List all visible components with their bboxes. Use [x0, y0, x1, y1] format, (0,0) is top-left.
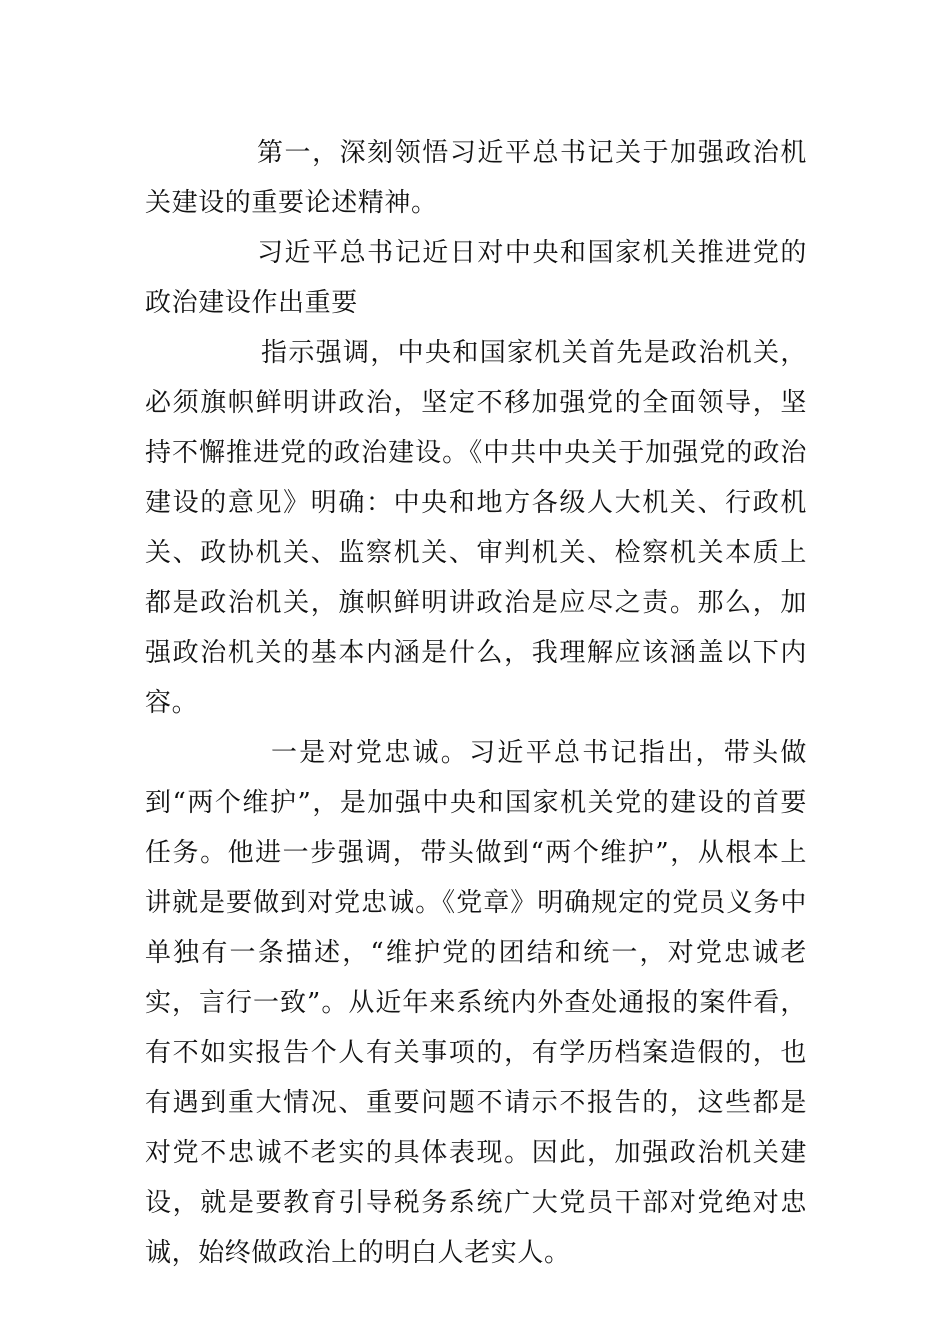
document-body [145, 128, 807, 1278]
paragraph-instructions: 指示强调，中央和国家机关首先是政治机关，必须旗帜鲜明讲政治，坚定不移加强党的全面领导，坚持不懈推进党的政治建设。《中共中央关于加强党的政治建设的意见》明确：中央和地方各级人大机关、行政机关、政协机关、监察机关、审判机关、检察机关本质上都是政治机关，旗帜鲜明讲政治是应尽之责。那么，加强政治机关的基本内涵是什么，我理解应该涵盖以下内容。 [145, 338, 807, 718]
paragraph-loyalty: 一是对党忠诚。习近平总书记指出，带头做到“两个维护”，是加强中央和国家机关党的建设的首要任务。他进一步强调，带头做到“两个维护”，从根本上讲就是要做到对党忠诚。《党章》明确规定的党员义务中单独有一条描述，“维护党的团结和统一，对党忠诚老实，言行一致”。从近年来系统内外查处通报的案件看，有不如实报告个人有关事项的，有学历档案造假的，也有遇到重大情况、重要问题不请示不报告的，这些都是对党不忠诚不老实的具体表现。因此，加强政治机关建设，就是要教育引导税务系统广大党员干部对党绝对忠诚，始终做政治上的明白人老实人。 [145, 738, 807, 1268]
paragraph-heading-first: 第一，深刻领悟习近平总书记关于加强政治机关建设的重要论述精神。 [145, 138, 807, 218]
paragraph-intro: 习近平总书记近日对中央和国家机关推进党的政治建设作出重要 [145, 238, 807, 318]
